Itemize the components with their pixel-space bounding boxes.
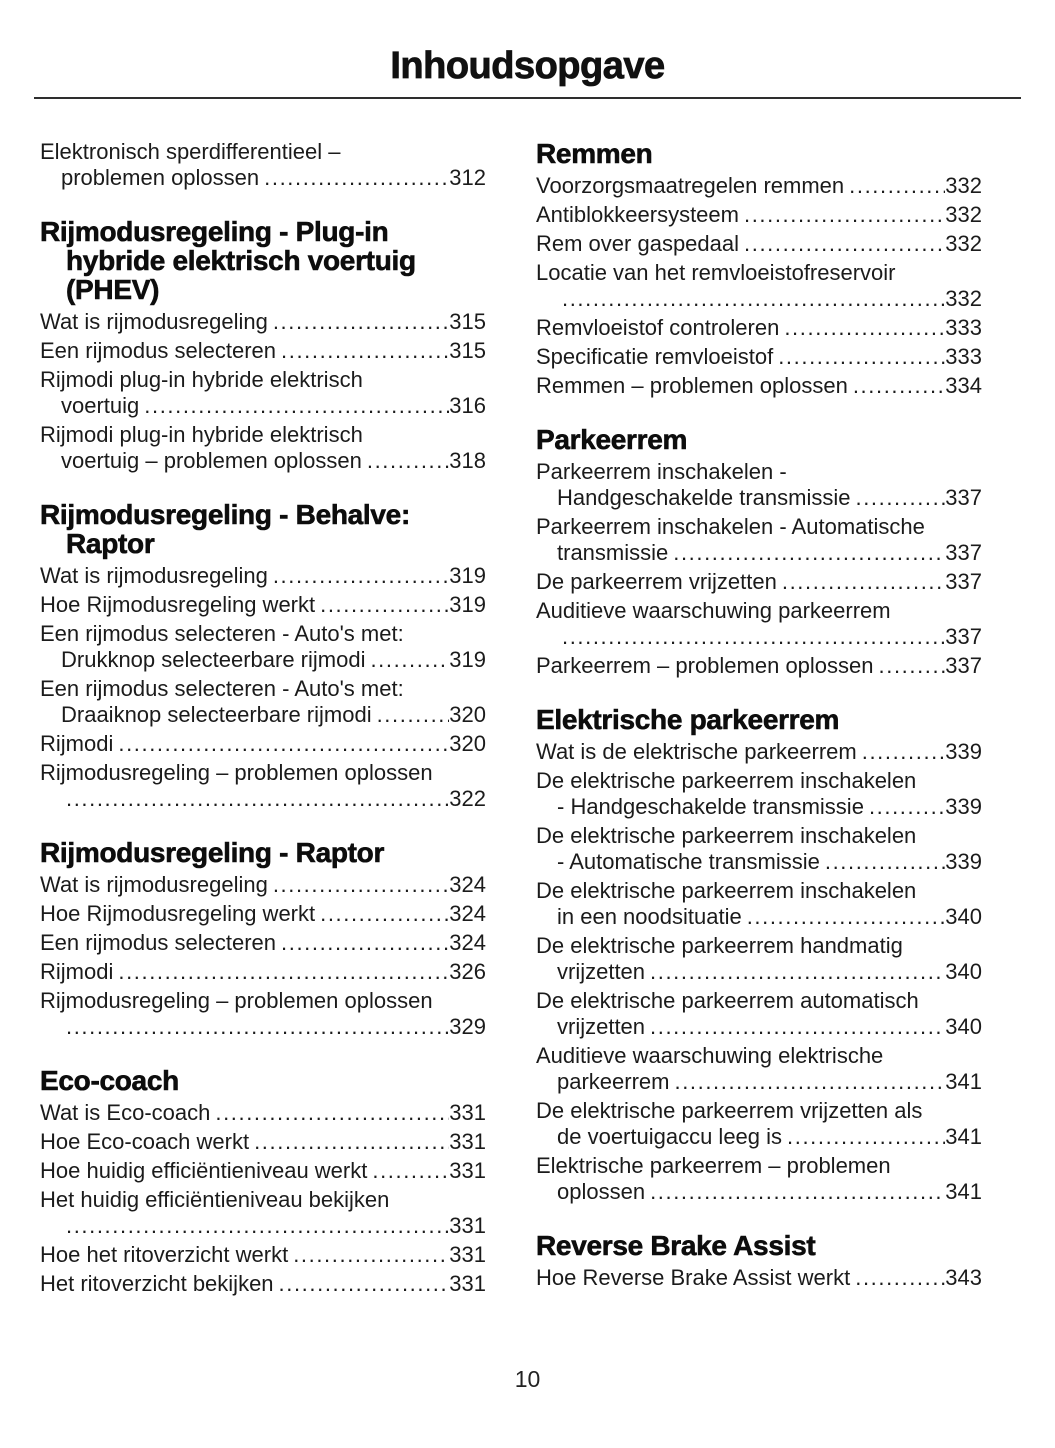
- toc-entry: [40, 139, 486, 191]
- leader-dots: [747, 904, 946, 930]
- section-heading: [536, 139, 982, 168]
- heading-line: Raptor: [66, 528, 155, 559]
- toc-entry: [536, 1043, 982, 1095]
- entry-page-number: 337: [945, 653, 982, 678]
- entry-text: Specificatie remvloeistof: [536, 344, 774, 369]
- heading-line: Remmen: [536, 138, 653, 169]
- toc-entry: [536, 598, 982, 650]
- entry-page-number: 324: [449, 930, 486, 955]
- entry-text: problemen oplossen: [61, 165, 260, 190]
- entry-last-line: [536, 344, 982, 370]
- leader-dots: [744, 202, 945, 228]
- entry-text: Hoe Reverse Brake Assist werkt: [536, 1265, 851, 1290]
- leader-dots: [674, 1069, 945, 1095]
- entry-last-line: [536, 1265, 982, 1291]
- section-heading: [536, 1231, 982, 1260]
- entry-text: voertuig: [61, 393, 140, 418]
- entry-page-number: 337: [945, 569, 982, 594]
- heading-line: Rijmodusregeling - Behalve:: [40, 499, 410, 530]
- leader-dots: [118, 731, 449, 757]
- toc-entry: [536, 459, 982, 511]
- entry-page-number: 333: [945, 344, 982, 369]
- entry-page-number: 324: [449, 872, 486, 897]
- entry-last-line: [536, 286, 982, 312]
- leader-dots: [562, 624, 945, 650]
- entry-last-line: [40, 563, 486, 589]
- entry-page-number: 337: [945, 624, 982, 649]
- entry-last-line: [536, 173, 982, 199]
- entry-page-number: 334: [945, 373, 982, 398]
- leader-dots: [673, 540, 945, 566]
- entry-page-number: 341: [945, 1124, 982, 1149]
- entry-text: Handgeschakelde transmissie: [557, 485, 851, 510]
- entry-page-number: 340: [945, 1014, 982, 1039]
- entry-line: Locatie van het remvloeistofreservoir: [536, 260, 896, 285]
- entry-last-line: [536, 569, 982, 595]
- entry-page-number: 339: [945, 739, 982, 764]
- entry-text: De parkeerrem vrijzetten: [536, 569, 777, 594]
- entry-text: Parkeerrem – problemen oplossen: [536, 653, 874, 678]
- entry-last-line: [536, 485, 982, 511]
- heading-line: Elektrische parkeerrem: [536, 704, 840, 735]
- leader-dots: [215, 1100, 449, 1126]
- entry-text: - Handgeschakelde transmissie: [557, 794, 864, 819]
- leader-dots: [254, 1129, 449, 1155]
- leader-dots: [273, 309, 449, 335]
- toc-entry: [40, 367, 486, 419]
- entry-last-line: [40, 731, 486, 757]
- entry-page-number: 340: [945, 904, 982, 929]
- leader-dots: [855, 1265, 945, 1291]
- entry-page-number: 331: [449, 1129, 486, 1154]
- heading-line: Reverse Brake Assist: [536, 1230, 816, 1261]
- toc-entry: [536, 260, 982, 312]
- entry-page-number: 318: [449, 448, 486, 473]
- leader-dots: [279, 1271, 450, 1297]
- leader-dots: [372, 1158, 449, 1184]
- section-heading: [536, 425, 982, 454]
- entry-last-line: [40, 1213, 486, 1239]
- section-heading: [40, 217, 486, 304]
- toc-entry: [40, 1242, 486, 1268]
- leader-dots: [562, 286, 945, 312]
- entry-text: Hoe het ritoverzicht werkt: [40, 1242, 289, 1267]
- leader-dots: [650, 1014, 945, 1040]
- toc-entry: [536, 1153, 982, 1205]
- entry-page-number: 331: [449, 1242, 486, 1267]
- entry-text: Voorzorgsmaatregelen remmen: [536, 173, 845, 198]
- leader-dots: [273, 563, 449, 589]
- entry-page-number: 315: [449, 338, 486, 363]
- entry-text: de voertuigaccu leeg is: [557, 1124, 783, 1149]
- entry-text: Rem over gaspedaal: [536, 231, 740, 256]
- entry-page-number: 319: [449, 563, 486, 588]
- entry-text: Wat is Eco-coach: [40, 1100, 211, 1125]
- leader-dots: [782, 569, 945, 595]
- entry-last-line: [536, 373, 982, 399]
- section-heading: [40, 838, 486, 867]
- entry-page-number: 339: [945, 849, 982, 874]
- entry-page-number: 316: [449, 393, 486, 418]
- entry-last-line: [536, 959, 982, 985]
- entry-text: Hoe huidig efficiëntieniveau werkt: [40, 1158, 368, 1183]
- leader-dots: [856, 485, 946, 511]
- leader-dots: [144, 393, 449, 419]
- toc-entry: [536, 988, 982, 1040]
- heading-line: Rijmodusregeling - Plug-in: [40, 216, 389, 247]
- entry-last-line: [40, 393, 486, 419]
- entry-line: De elektrische parkeerrem vrijzetten als: [536, 1098, 923, 1123]
- toc-entry: [536, 823, 982, 875]
- toc-entry: [40, 338, 486, 364]
- toc-entry: [536, 653, 982, 679]
- entry-text: transmissie: [557, 540, 669, 565]
- section-heading: [40, 500, 486, 558]
- entry-line: Een rijmodus selecteren - Auto's met:: [40, 676, 404, 701]
- entry-last-line: [536, 794, 982, 820]
- entry-page-number: 337: [945, 485, 982, 510]
- heading-line: Rijmodusregeling - Raptor: [40, 837, 385, 868]
- entry-page-number: 337: [945, 540, 982, 565]
- entry-text: Wat is de elektrische parkeerrem: [536, 739, 857, 764]
- leader-dots: [118, 959, 449, 985]
- entry-page-number: 326: [449, 959, 486, 984]
- entry-text: voertuig – problemen oplossen: [61, 448, 362, 473]
- toc-entry: [536, 1098, 982, 1150]
- toc-entry: [40, 731, 486, 757]
- entry-last-line: [40, 448, 486, 474]
- entry-line: De elektrische parkeerrem inschakelen: [536, 823, 917, 848]
- toc-entry: [40, 1271, 486, 1297]
- entry-page-number: 332: [945, 286, 982, 311]
- toc-section: [536, 705, 982, 1205]
- entry-page-number: 312: [449, 165, 486, 190]
- entry-page-number: 322: [449, 786, 486, 811]
- entry-page-number: 341: [945, 1069, 982, 1094]
- entry-line: De elektrische parkeerrem inschakelen: [536, 768, 917, 793]
- toc-entry: [40, 872, 486, 898]
- entry-last-line: [40, 1014, 486, 1040]
- entry-text: Draaiknop selecteerbare rijmodi: [61, 702, 372, 727]
- toc-entry: [40, 930, 486, 956]
- entry-page-number: 320: [449, 702, 486, 727]
- leader-dots: [787, 1124, 945, 1150]
- toc-entry: [40, 1129, 486, 1155]
- toc-entry: [536, 373, 982, 399]
- entry-last-line: [40, 1242, 486, 1268]
- entry-last-line: [536, 739, 982, 765]
- leader-dots: [778, 344, 945, 370]
- entry-last-line: [40, 930, 486, 956]
- entry-page-number: 329: [449, 1014, 486, 1039]
- toc-entry: [40, 760, 486, 812]
- entry-text: vrijzetten: [557, 1014, 646, 1039]
- entry-text: Hoe Rijmodusregeling werkt: [40, 592, 316, 617]
- leader-dots: [281, 930, 449, 956]
- entry-last-line: [40, 1129, 486, 1155]
- entry-text: - Automatische transmissie: [557, 849, 820, 874]
- entry-line: Rijmodusregeling – problemen oplossen: [40, 760, 433, 785]
- leader-dots: [377, 702, 450, 728]
- entry-text: Wat is rijmodusregeling: [40, 309, 268, 334]
- toc-entry: [536, 768, 982, 820]
- leader-dots: [784, 315, 945, 341]
- entry-text: Remvloeistof controleren: [536, 315, 780, 340]
- section-heading: [40, 1066, 486, 1095]
- toc-entry: [40, 988, 486, 1040]
- entry-text: Hoe Rijmodusregeling werkt: [40, 901, 316, 926]
- entry-page-number: 333: [945, 315, 982, 340]
- entry-page-number: 331: [449, 1158, 486, 1183]
- entry-last-line: [536, 1014, 982, 1040]
- toc-section: [536, 139, 982, 399]
- entry-line: Het huidig efficiëntieniveau bekijken: [40, 1187, 390, 1212]
- entry-last-line: [536, 202, 982, 228]
- leader-dots: [853, 373, 945, 399]
- page-number: 10: [514, 1366, 541, 1392]
- entry-last-line: [536, 653, 982, 679]
- entry-page-number: 319: [449, 647, 486, 672]
- leader-dots: [66, 786, 449, 812]
- entry-last-line: [40, 309, 486, 335]
- toc-columns: [0, 139, 1055, 1300]
- toc-section: [536, 1231, 982, 1291]
- leader-dots: [293, 1242, 449, 1268]
- entry-text: parkeerrem: [557, 1069, 670, 1094]
- entry-line: Parkeerrem inschakelen -: [536, 459, 787, 484]
- entry-last-line: [40, 592, 486, 618]
- toc-entry: [40, 592, 486, 618]
- leader-dots: [264, 165, 449, 191]
- leader-dots: [744, 231, 945, 257]
- page-title: Inhoudsopgave: [390, 45, 665, 87]
- toc-column-right: [536, 139, 982, 1300]
- toc-entry: [40, 563, 486, 589]
- entry-text: in een noodsituatie: [557, 904, 742, 929]
- entry-text: Wat is rijmodusregeling: [40, 872, 268, 897]
- entry-text: Een rijmodus selecteren: [40, 338, 277, 363]
- toc-column-left: [40, 139, 486, 1300]
- leader-dots: [281, 338, 449, 364]
- entry-page-number: 340: [945, 959, 982, 984]
- entry-text: oplossen: [557, 1179, 646, 1204]
- toc-entry: [536, 202, 982, 228]
- entry-text: Wat is rijmodusregeling: [40, 563, 268, 588]
- entry-page-number: 343: [945, 1265, 982, 1290]
- entry-line: De elektrische parkeerrem handmatig: [536, 933, 903, 958]
- toc-entry: [536, 1265, 982, 1291]
- leader-dots: [650, 1179, 945, 1205]
- entry-page-number: 315: [449, 309, 486, 334]
- toc-entry: [536, 933, 982, 985]
- toc-entry: [536, 231, 982, 257]
- toc-entry: [40, 1158, 486, 1184]
- leader-dots: [869, 794, 945, 820]
- toc-entry: [40, 676, 486, 728]
- entry-last-line: [40, 647, 486, 673]
- entry-page-number: 332: [945, 173, 982, 198]
- entry-line: Rijmodi plug-in hybride elektrisch: [40, 367, 363, 392]
- entry-page-number: 331: [449, 1213, 486, 1238]
- toc-entry: [536, 315, 982, 341]
- entry-page-number: 332: [945, 231, 982, 256]
- toc-entry: [40, 959, 486, 985]
- toc-section: [40, 217, 486, 474]
- entry-text: vrijzetten: [557, 959, 646, 984]
- leader-dots: [879, 653, 946, 679]
- toc-entry: [536, 344, 982, 370]
- toc-entry: [40, 422, 486, 474]
- entry-last-line: [536, 231, 982, 257]
- leader-dots: [370, 647, 449, 673]
- entry-last-line: [536, 315, 982, 341]
- entry-line: Elektronisch sperdifferentieel –: [40, 139, 341, 164]
- toc-entry: [536, 173, 982, 199]
- heading-line: (PHEV): [66, 274, 160, 305]
- entry-last-line: [40, 959, 486, 985]
- toc-section: [40, 1066, 486, 1297]
- entry-last-line: [40, 901, 486, 927]
- leader-dots: [66, 1014, 449, 1040]
- entry-text: Drukknop selecteerbare rijmodi: [61, 647, 366, 672]
- entry-last-line: [40, 1100, 486, 1126]
- entry-last-line: [536, 904, 982, 930]
- leader-dots: [825, 849, 945, 875]
- entry-last-line: [40, 1271, 486, 1297]
- entry-line: Rijmodusregeling – problemen oplossen: [40, 988, 433, 1013]
- entry-last-line: [536, 849, 982, 875]
- entry-page-number: 320: [449, 731, 486, 756]
- leader-dots: [273, 872, 449, 898]
- entry-line: De elektrische parkeerrem automatisch: [536, 988, 919, 1013]
- entry-page-number: 319: [449, 592, 486, 617]
- entry-line: De elektrische parkeerrem inschakelen: [536, 878, 917, 903]
- entry-text: Rijmodi: [40, 731, 114, 756]
- toc-section: [40, 838, 486, 1040]
- toc-section: [40, 500, 486, 812]
- leader-dots: [650, 959, 945, 985]
- entry-last-line: [40, 872, 486, 898]
- entry-text: Hoe Eco-coach werkt: [40, 1129, 250, 1154]
- toc-entry: [40, 1100, 486, 1126]
- entry-last-line: [536, 540, 982, 566]
- heading-line: hybride elektrisch voertuig: [66, 245, 416, 276]
- leader-dots: [66, 1213, 449, 1239]
- heading-line: Eco-coach: [40, 1065, 179, 1096]
- heading-line: Parkeerrem: [536, 424, 688, 455]
- entry-line: Rijmodi plug-in hybride elektrisch: [40, 422, 363, 447]
- toc-entry: [536, 878, 982, 930]
- entry-text: Remmen – problemen oplossen: [536, 373, 848, 398]
- leader-dots: [849, 173, 945, 199]
- entry-last-line: [40, 338, 486, 364]
- entry-text: Een rijmodus selecteren: [40, 930, 277, 955]
- entry-page-number: 332: [945, 202, 982, 227]
- entry-line: Elektrische parkeerrem – problemen: [536, 1153, 891, 1178]
- toc-section: [40, 139, 486, 191]
- toc-entry: [536, 514, 982, 566]
- toc-entry: [536, 569, 982, 595]
- toc-entry: [536, 739, 982, 765]
- entry-text: Het ritoverzicht bekijken: [40, 1271, 274, 1296]
- entry-last-line: [536, 1124, 982, 1150]
- entry-line: Auditieve waarschuwing elektrische: [536, 1043, 884, 1068]
- entry-last-line: [40, 786, 486, 812]
- leader-dots: [320, 901, 449, 927]
- entry-line: Een rijmodus selecteren - Auto's met:: [40, 621, 404, 646]
- entry-page-number: 324: [449, 901, 486, 926]
- entry-last-line: [40, 702, 486, 728]
- leader-dots: [367, 448, 449, 474]
- entry-page-number: 331: [449, 1100, 486, 1125]
- section-heading: [536, 705, 982, 734]
- leader-dots: [862, 739, 946, 765]
- entry-page-number: 341: [945, 1179, 982, 1204]
- toc-entry: [40, 901, 486, 927]
- entry-last-line: [536, 624, 982, 650]
- entry-page-number: 339: [945, 794, 982, 819]
- entry-line: Auditieve waarschuwing parkeerrem: [536, 598, 891, 623]
- entry-line: Parkeerrem inschakelen - Automatische: [536, 514, 925, 539]
- toc-entry: [40, 1187, 486, 1239]
- entry-last-line: [536, 1069, 982, 1095]
- header-divider: [34, 97, 1021, 99]
- entry-page-number: 331: [449, 1271, 486, 1296]
- toc-entry: [40, 309, 486, 335]
- toc-entry: [40, 621, 486, 673]
- entry-last-line: [40, 1158, 486, 1184]
- entry-text: Rijmodi: [40, 959, 114, 984]
- entry-last-line: [40, 165, 486, 191]
- toc-section: [536, 425, 982, 679]
- entry-text: Antiblokkeersysteem: [536, 202, 739, 227]
- leader-dots: [320, 592, 449, 618]
- entry-last-line: [536, 1179, 982, 1205]
